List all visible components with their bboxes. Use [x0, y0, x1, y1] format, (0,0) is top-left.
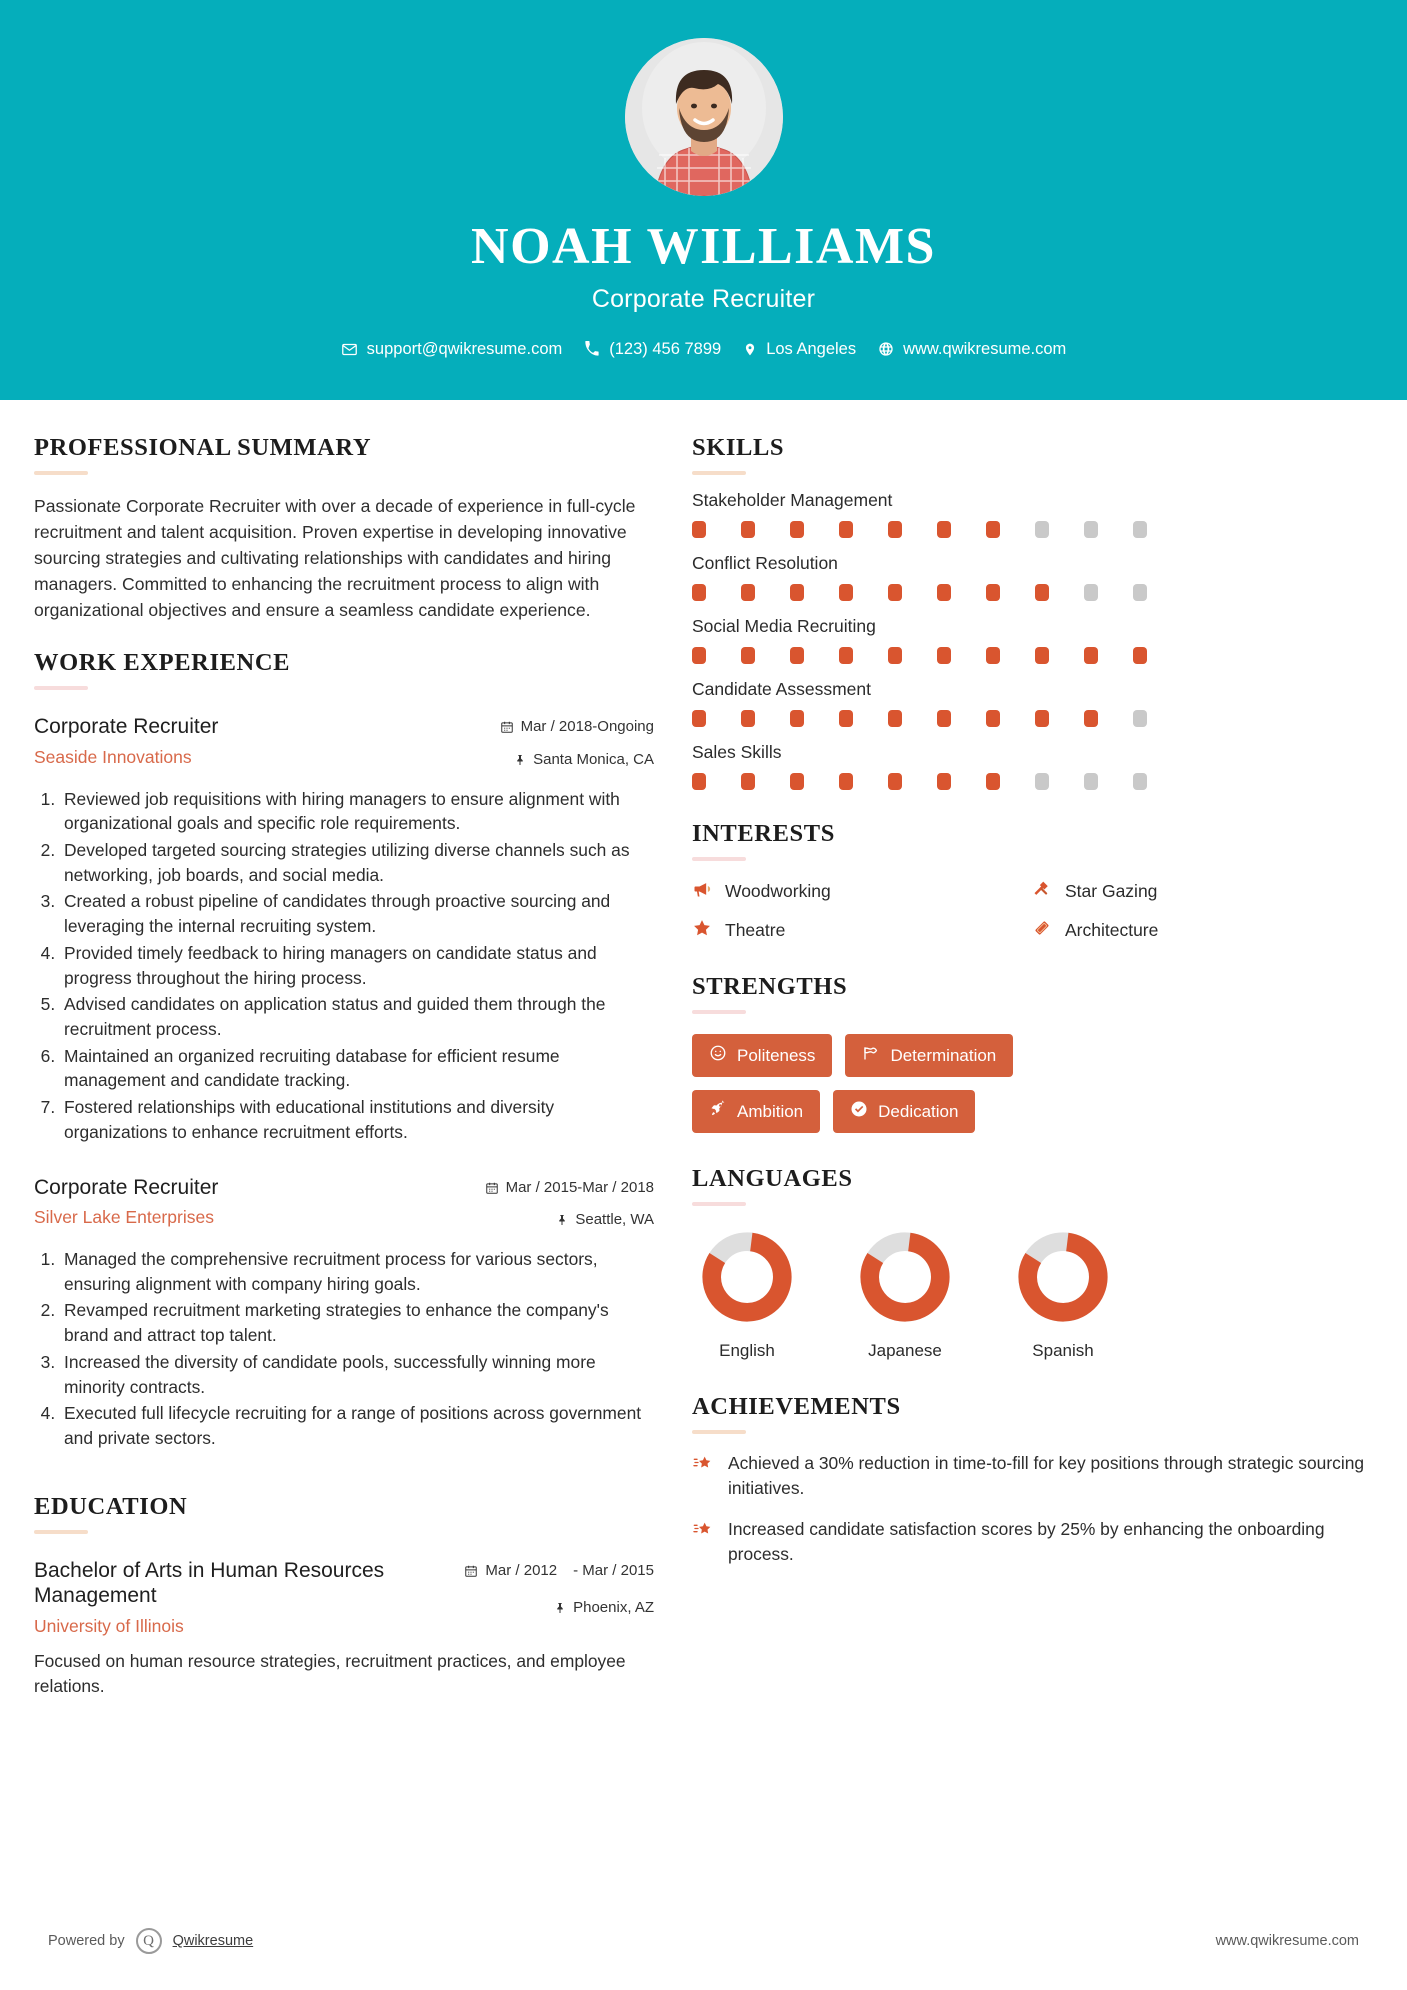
section-interests: [692, 820, 1372, 943]
footer-website: www.qwikresume.com: [1215, 1933, 1359, 1949]
globe-icon: [878, 341, 894, 357]
skill-dot: [888, 773, 902, 790]
achievement-text: Increased candidate satisfaction scores by 25% by enhancing the onboarding process.: [728, 1519, 1325, 1565]
bullet-item: 3. Increased the diversity of candidate pools, successfully winning more minority contracts.: [60, 1350, 654, 1399]
right-column: [692, 434, 1372, 1704]
shooting-star-icon: [692, 1517, 714, 1566]
section-skills: [692, 434, 1372, 790]
skill-dot: [741, 521, 755, 538]
skill-item: [692, 679, 1372, 727]
section-heading: STRENGTHS: [692, 973, 848, 1000]
section-languages: [692, 1165, 1372, 1361]
section-professional-summary: [34, 434, 654, 623]
skill-dot: [839, 773, 853, 790]
star-icon: [692, 918, 712, 943]
interest-label: Woodworking: [725, 881, 831, 901]
phone-icon: [584, 341, 600, 357]
skill-dot: [1084, 521, 1098, 538]
interest-item: [1032, 879, 1372, 904]
calendar-icon: [485, 1179, 499, 1201]
strength-label: Ambition: [737, 1101, 804, 1121]
skill-dot: [692, 521, 706, 538]
skill-dot: [1035, 584, 1049, 601]
skill-dot: [1084, 710, 1098, 727]
section-rule: [692, 1202, 746, 1206]
check-circle-icon: [850, 1100, 868, 1123]
language-donut: [1008, 1228, 1118, 1331]
section-work-experience: [34, 649, 654, 1450]
skill-dot: [839, 521, 853, 538]
language-label: Spanish: [1032, 1341, 1094, 1360]
achievement-item: [692, 1451, 1372, 1500]
skill-dot: [986, 647, 1000, 664]
skill-dot: [741, 710, 755, 727]
strength-label: Dedication: [878, 1101, 959, 1121]
skill-item: [692, 616, 1372, 664]
experience-location-text: Santa Monica, CA: [533, 750, 654, 768]
section-rule: [692, 1430, 746, 1434]
section-rule: [692, 857, 746, 861]
avatar: [625, 38, 783, 196]
experience-role: Corporate Recruiter: [34, 715, 219, 739]
strength-label: Determination: [890, 1045, 997, 1065]
section-heading: SKILLS: [692, 434, 785, 461]
language-label: Japanese: [868, 1341, 942, 1360]
map-pin-icon: [743, 341, 757, 358]
contact-phone[interactable]: [584, 340, 721, 359]
section-rule: [34, 471, 88, 475]
skill-dot: [888, 521, 902, 538]
skill-item: [692, 742, 1372, 790]
skill-item: [692, 553, 1372, 601]
contact-row: [341, 340, 1067, 359]
bullet-item: 1. Managed the comprehensive recruitment process for various sectors, ensuring alignment with company hiring goals.: [60, 1247, 654, 1296]
skill-dot: [692, 647, 706, 664]
skill-dot: [1133, 521, 1147, 538]
strength-label: Politeness: [737, 1045, 816, 1065]
education-item: [34, 1558, 654, 1699]
skill-dot: [1035, 710, 1049, 727]
skill-dot: [1084, 584, 1098, 601]
contact-phone-text: (123) 456 7899: [609, 339, 722, 358]
education-description: Focused on human resource strategies, recruitment practices, and employee relations.: [34, 1650, 626, 1696]
section-rule: [34, 1530, 88, 1534]
skill-dot: [1035, 647, 1049, 664]
education-date-start: Mar / 2012: [485, 1561, 558, 1579]
skill-dot: [937, 647, 951, 664]
language-label: English: [719, 1341, 775, 1360]
skill-dot: [1133, 773, 1147, 790]
bullet-item: 2. Revamped recruitment marketing strategies to enhance the company's brand and attract top talent.: [60, 1298, 654, 1347]
skill-dot: [839, 647, 853, 664]
section-heading: EDUCATION: [34, 1492, 188, 1520]
skill-dot: [741, 647, 755, 664]
strength-chip: [833, 1090, 975, 1133]
envelope-icon: [341, 341, 358, 358]
shooting-star-icon: [692, 1451, 714, 1500]
language-donut: [850, 1228, 960, 1331]
contact-email[interactable]: [341, 340, 563, 359]
bullet-item: 6. Maintained an organized recruiting database for efficient resume management and candidate tracking.: [60, 1044, 654, 1093]
bullet-item: 4. Provided timely feedback to hiring managers on candidate status and progress throughout the hiring process.: [60, 941, 654, 990]
skill-dot: [790, 584, 804, 601]
bullet-item: 1. Reviewed job requisitions with hiring managers to ensure alignment with organizational goals and specific role requirements.: [60, 787, 654, 836]
left-column: [34, 434, 654, 1704]
experience-dates-text: Mar / 2015-Mar / 2018: [505, 1178, 654, 1196]
calendar-icon: [464, 1562, 478, 1584]
experience-item: [34, 1175, 654, 1451]
interest-label: Star Gazing: [1065, 881, 1158, 901]
experience-role: Corporate Recruiter: [34, 1175, 219, 1199]
skill-label: Social Media Recruiting: [692, 616, 876, 636]
language-item: [850, 1228, 960, 1361]
experience-dates: [485, 1179, 654, 1201]
education-dates: [464, 1562, 654, 1584]
skill-rating: [692, 773, 1372, 790]
rocket-icon: [709, 1100, 727, 1123]
skill-dot: [888, 647, 902, 664]
pushpin-icon: [556, 1211, 568, 1233]
strength-chip: [845, 1034, 1013, 1077]
strength-chip: [692, 1034, 832, 1077]
pushpin-icon: [554, 1599, 566, 1621]
skill-dot: [937, 521, 951, 538]
experience-dates-text: Mar / 2018-Ongoing: [520, 718, 654, 736]
interest-item: [1032, 918, 1372, 943]
pushpin-icon: [514, 751, 526, 773]
resume-header: [0, 0, 1407, 400]
page-title: NOAH WILLIAMS: [471, 218, 936, 275]
language-donut: [692, 1228, 802, 1331]
skill-dot: [888, 584, 902, 601]
interest-label: Architecture: [1065, 920, 1159, 940]
section-strengths: [692, 973, 1372, 1133]
powered-by-label: Powered by: [48, 1933, 125, 1949]
skill-rating: [692, 647, 1372, 664]
section-heading: WORK EXPERIENCE: [34, 649, 291, 677]
skill-rating: [692, 521, 1372, 538]
ticket-icon: [1032, 918, 1052, 943]
interest-item: [692, 879, 1032, 904]
bullet-item: 2. Developed targeted sourcing strategies utilizing diverse channels such as networking, job boards, and social media.: [60, 838, 654, 887]
contact-email-text: support@qwikresume.com: [366, 339, 563, 358]
donut-chart: [1014, 1228, 1112, 1326]
skill-dot: [1035, 773, 1049, 790]
skill-item: [692, 490, 1372, 538]
skill-dot: [839, 710, 853, 727]
bullet-item: 5. Advised candidates on application status and guided them through the recruitment process.: [60, 992, 654, 1041]
skill-dot: [1133, 584, 1147, 601]
skill-dot: [692, 584, 706, 601]
skill-dot: [986, 584, 1000, 601]
skill-dot: [986, 710, 1000, 727]
skill-dot: [741, 584, 755, 601]
skill-dot: [1133, 647, 1147, 664]
skill-dot: [839, 584, 853, 601]
section-heading: LANGUAGES: [692, 1165, 853, 1192]
experience-bullets: [34, 1247, 654, 1451]
smiley-icon: [709, 1044, 727, 1067]
interest-item: [692, 918, 1032, 943]
education-location: [464, 1599, 654, 1621]
skill-label: Conflict Resolution: [692, 553, 838, 573]
strength-chip: [692, 1090, 820, 1133]
section-heading: ACHIEVEMENTS: [692, 1393, 901, 1420]
skill-dot: [888, 710, 902, 727]
achievement-item: [692, 1517, 1372, 1566]
bullet-item: 3. Created a robust pipeline of candidates through proactive sourcing and leveraging the internal recruiting system.: [60, 889, 654, 938]
skill-dot: [986, 773, 1000, 790]
resume-body: [0, 400, 1407, 1704]
skill-dot: [1084, 773, 1098, 790]
powered-by: [48, 1928, 253, 1954]
skill-dot: [1084, 647, 1098, 664]
achievement-text: Achieved a 30% reduction in time-to-fill for key positions through strategic sourcing initiatives.: [728, 1453, 1365, 1498]
skill-dot: [1035, 521, 1049, 538]
skill-dot: [1133, 710, 1147, 727]
section-rule: [34, 686, 88, 690]
experience-location-text: Seattle, WA: [575, 1211, 654, 1229]
experience-company[interactable]: Seaside Innovations: [34, 746, 192, 767]
education-degree: Bachelor of Arts in Human Resources Management: [34, 1558, 385, 1608]
section-rule: [692, 471, 746, 475]
bullet-item: 7. Fostered relationships with educational institutions and diversity organizations to enhance recruitment efforts.: [60, 1095, 654, 1144]
skill-label: Sales Skills: [692, 742, 782, 762]
skill-dot: [986, 521, 1000, 538]
hammer-icon: [1032, 879, 1052, 904]
bullet-item: 4. Executed full lifecycle recruiting for a range of positions across government and private sectors.: [60, 1401, 654, 1450]
education-location-text: Phoenix, AZ: [573, 1599, 654, 1617]
job-title: Corporate Recruiter: [591, 284, 816, 313]
skill-rating: [692, 710, 1372, 727]
qwikresume-brand-link[interactable]: Qwikresume: [172, 1933, 254, 1949]
experience-bullets: [34, 787, 654, 1145]
contact-website[interactable]: [878, 340, 1066, 359]
section-education: [34, 1493, 654, 1699]
donut-chart: [698, 1228, 796, 1326]
skill-dot: [790, 521, 804, 538]
megaphone-icon: [692, 879, 712, 904]
skill-dot: [790, 710, 804, 727]
language-item: [692, 1228, 802, 1361]
contact-location: [743, 340, 856, 359]
flag-icon: [862, 1044, 880, 1067]
skill-label: Candidate Assessment: [692, 679, 871, 699]
skill-dot: [790, 647, 804, 664]
skill-label: Stakeholder Management: [692, 490, 893, 510]
donut-chart: [856, 1228, 954, 1326]
summary-text: Passionate Corporate Recruiter with over a decade of experience in full-cycle recruitment and talent acquisition. Proven expertise in developing innovative sourcing strategies and cultivating relationships with candidates and hiring managers. Committed to enhancing the recruitment process to align with organizational objectives and ensure a seamless candidate experience.: [34, 496, 636, 621]
contact-location-text: Los Angeles: [766, 339, 857, 358]
skill-rating: [692, 584, 1372, 601]
experience-dates: [500, 718, 654, 740]
education-school[interactable]: University of Illinois: [34, 1615, 184, 1636]
experience-location: [500, 751, 654, 773]
footer: [0, 1928, 1407, 1954]
skill-dot: [937, 773, 951, 790]
qwikresume-logo-icon: Q: [136, 1928, 162, 1954]
section-rule: [692, 1010, 746, 1014]
skill-dot: [937, 584, 951, 601]
experience-location: [485, 1211, 654, 1233]
section-heading: PROFESSIONAL SUMMARY: [34, 434, 372, 461]
interest-label: Theatre: [725, 920, 786, 940]
contact-website-text: www.qwikresume.com: [903, 339, 1067, 358]
skill-dot: [741, 773, 755, 790]
skill-dot: [937, 710, 951, 727]
calendar-icon: [500, 718, 514, 740]
education-date-end: - Mar / 2015: [573, 1561, 654, 1579]
section-achievements: [692, 1393, 1372, 1567]
experience-company[interactable]: Silver Lake Enterprises: [34, 1207, 214, 1228]
skill-dot: [692, 710, 706, 727]
skill-dot: [692, 773, 706, 790]
experience-item: [34, 714, 654, 1144]
language-item: [1008, 1228, 1118, 1361]
section-heading: INTERESTS: [692, 820, 835, 847]
skill-dot: [790, 773, 804, 790]
